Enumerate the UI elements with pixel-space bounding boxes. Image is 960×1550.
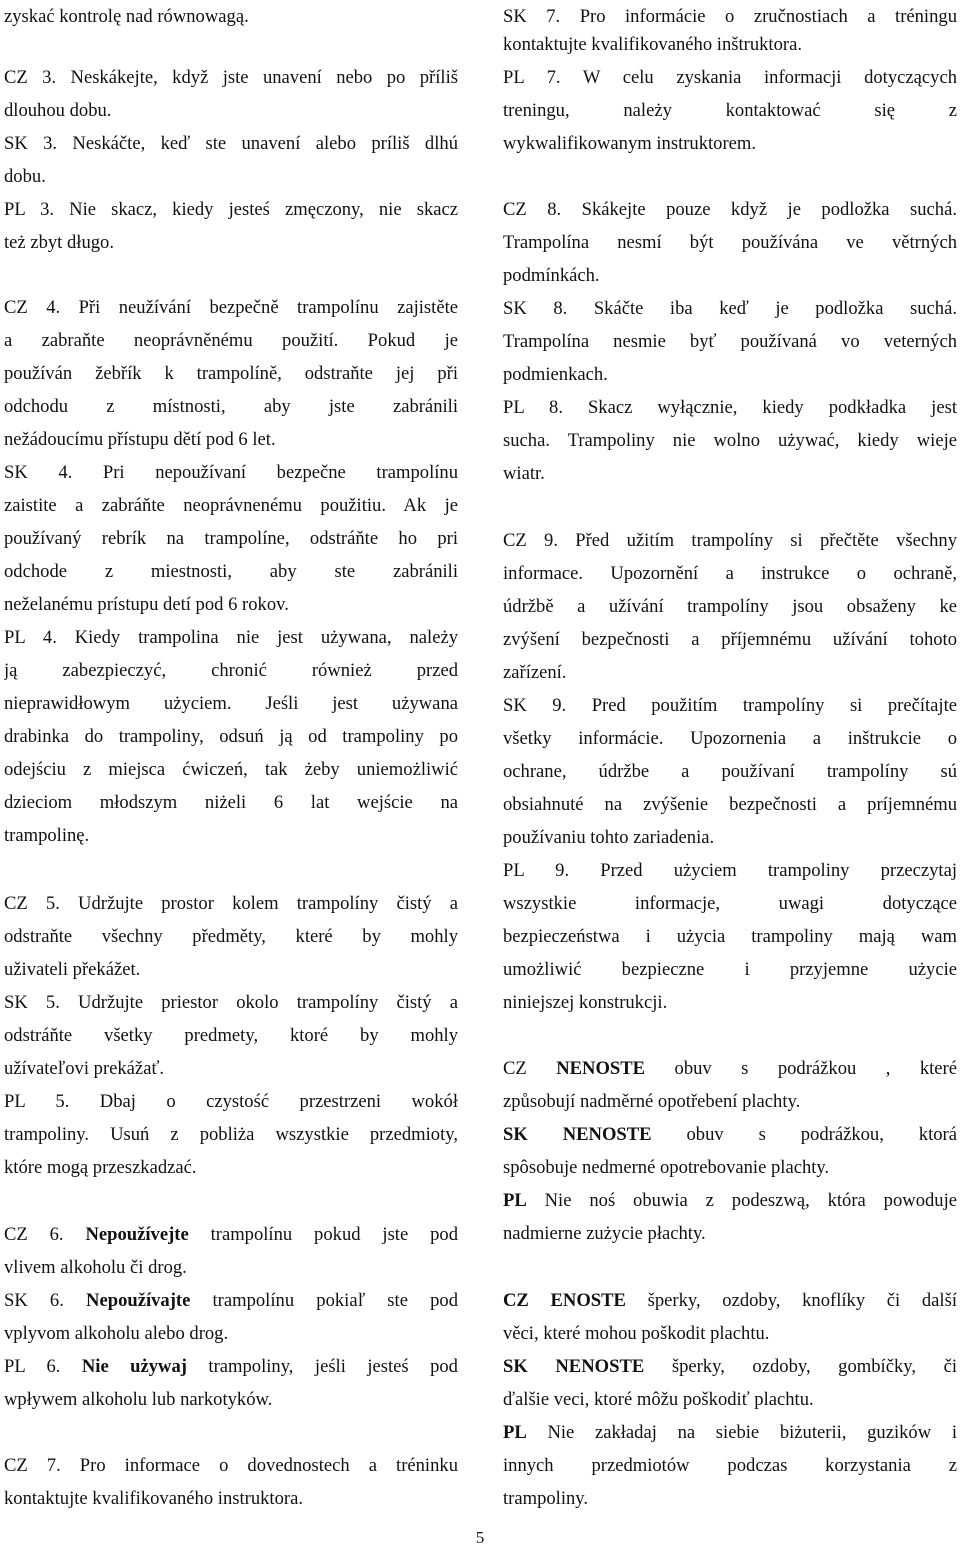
text-line: nežádoucímu přístupu dětí pod 6 let. (4, 429, 276, 450)
text-line: ją zabezpieczyć, chronić również przed (4, 660, 458, 681)
bold-keyword: SK NENOSTE (503, 1356, 645, 1377)
bold-keyword: SK NENOSTE (503, 1124, 652, 1145)
text-line: užívateľovi prekážať. (4, 1058, 165, 1079)
text-line: používaniu tohto zariadenia. (503, 827, 715, 848)
line-text: Nie zakładaj na siebie biżuterii, guzików i (526, 1422, 957, 1443)
text-line: trampoliny. Usuń z pobliża wszystkie przedmioty, (4, 1124, 458, 1145)
text-line: które mogą przeszkadzać. (4, 1157, 197, 1178)
text-line: Trampolína nesmie byť používaná vo veterných (503, 331, 957, 352)
text-line: nadmierne zużycie płachty. (503, 1223, 706, 1244)
line-text: obuv s podrážkou, ktorá (651, 1124, 957, 1145)
text-line: všetky informácie. Upozornenia a inštrukcie o (503, 728, 957, 749)
text-line: SK 3. Neskáčte, keď ste unavení alebo príliš dlhú (4, 133, 458, 154)
text-line: sucha. Trampoliny nie wolno używać, kiedy wieje (503, 430, 957, 451)
text-line: wykwalifikowanym instruktorem. (503, 133, 757, 154)
text-line: innych przedmiotów podczas korzystania z (503, 1455, 957, 1476)
text-line: niniejszej konstrukcji. (503, 992, 668, 1013)
text-line: vplyvom alkoholu alebo drog. (4, 1323, 229, 1344)
text-line: PL 4. Kiedy trampolina nie jest używana, należy (4, 627, 458, 648)
text-line: kontaktujte kvalifikovaného inštruktora. (503, 34, 802, 55)
bold-keyword: Nepoužívajte (86, 1290, 191, 1311)
text-line: CZ 5. Udržujte prostor kolem trampolíny čistý a (4, 893, 458, 914)
text-line: dobu. (4, 166, 46, 187)
text-line: odstraňte všechny předměty, které by mohly (4, 926, 458, 947)
line-text: šperky, ozdoby, gombíčky, či (644, 1356, 957, 1377)
text-line: ďalšie veci, ktoré môžu poškodiť plachtu. (503, 1389, 814, 1410)
text-line: SK 7. Pro informácie o zručnostiach a tréningu (503, 6, 957, 27)
text-line (503, 1284, 957, 1317)
text-line: zaistite a zabráňte neoprávnenému použitiu. Ak je (4, 495, 458, 516)
text-line: umożliwić bezpieczne i przyjemne użycie (503, 959, 957, 980)
text-line: odejściu z miejsca ćwiczeń, tak żeby uniemożliwić (4, 759, 458, 780)
text-line: dzieciom młodszym niżeli 6 lat wejście na (4, 792, 458, 813)
line-text: šperky, ozdoby, knoflíky či další (625, 1290, 957, 1311)
text-line: CZ 9. Před užitím trampolíny si přečtěte všechny (503, 530, 957, 551)
text-line: odchodu z místnosti, aby jste zabránili (4, 396, 458, 417)
text-line: odstráňte všetky predmety, ktoré by mohly (4, 1025, 458, 1046)
text-line: bezpieczeństwa i użycia trampoliny mają wam (503, 926, 957, 947)
line-prefix: CZ (503, 1058, 557, 1079)
bold-keyword: Nepoužívejte (85, 1224, 189, 1245)
text-line: CZ 3. Neskákejte, když jste unavení nebo po příliš (4, 67, 458, 88)
text-line: věci, které mohou poškodit plachtu. (503, 1323, 770, 1344)
text-line: trampolinę. (4, 825, 90, 846)
text-line (4, 1284, 458, 1317)
bold-keyword: PL (503, 1190, 527, 1211)
line-prefix: SK 6. (4, 1290, 87, 1311)
text-line: PL 9. Przed użyciem trampoliny przeczytaj (503, 860, 957, 881)
line-prefix: PL 6. (4, 1356, 82, 1377)
text-line: informace. Upozornění a instrukce o ochraně, (503, 563, 957, 584)
line-text: trampolínu pokiaľ ste pod (190, 1290, 458, 1311)
text-line: PL 5. Dbaj o czystość przestrzeni wokół (4, 1091, 458, 1112)
line-text: trampoliny, jeśli jesteś pod (186, 1356, 458, 1377)
text-line: drabinka do trampoliny, odsuń ją od trampoliny po (4, 726, 458, 747)
text-line: PL 7. W celu zyskania informacji dotyczących (503, 67, 957, 88)
bold-keyword: CZ ENOSTE (503, 1290, 626, 1311)
line-text: Nie noś obuwia z podeszwą, która powoduje (526, 1190, 957, 1211)
text-line: používaný rebrík na trampolíne, odstráňte ho pri (4, 528, 458, 549)
text-line: SK 4. Pri nepoužívaní bezpečne trampolínu (4, 462, 458, 483)
text-line (503, 1118, 957, 1151)
text-line (503, 1184, 957, 1217)
text-line: podmienkach. (503, 364, 608, 385)
text-line: odchode z miestnosti, aby ste zabránili (4, 561, 458, 582)
text-line: wpływem alkoholu lub narkotyków. (4, 1389, 273, 1410)
text-line: CZ 4. Při neužívání bezpečně trampolínu zajistěte (4, 297, 458, 318)
text-line (4, 1218, 458, 1251)
text-line: způsobují nadměrné opotřebení plachty. (503, 1091, 801, 1112)
text-line: podmínkách. (503, 265, 600, 286)
text-line: SK 8. Skáčte iba keď je podložka suchá. (503, 298, 957, 319)
text-line: uživateli překážet. (4, 959, 141, 980)
bold-keyword: PL (503, 1422, 527, 1443)
text-line: trampoliny. (503, 1488, 589, 1509)
bold-keyword: Nie używaj (81, 1356, 187, 1377)
text-line (503, 1350, 957, 1383)
text-line: treningu, należy kontaktować się z (503, 100, 957, 121)
line-text: trampolínu pokud jste pod (188, 1224, 458, 1245)
text-line: PL 3. Nie skacz, kiedy jesteś zmęczony, nie skacz (4, 199, 458, 220)
text-line: údržbě a užívání trampolíny jsou obsaženy ke (503, 596, 957, 617)
text-line: ochrane, údržbe a používaní trampolíny sú (503, 761, 957, 782)
text-line: wiatr. (503, 463, 545, 484)
text-line (503, 1416, 957, 1449)
text-line: SK 5. Udržujte priestor okolo trampolíny čistý a (4, 992, 458, 1013)
text-line: neželanému prístupu detí pod 6 rokov. (4, 594, 289, 615)
text-line: zvýšení bezpečnosti a příjemnému užívání tohoto (503, 629, 957, 650)
text-line: dlouhou dobu. (4, 100, 112, 121)
line-text: obuv s podrážkou , které (645, 1058, 957, 1079)
text-line: też zbyt długo. (4, 232, 114, 253)
text-line: CZ 8. Skákejte pouze když je podložka suchá. (503, 199, 957, 220)
text-line: používán žebřík k trampolíně, odstraňte jej při (4, 363, 458, 384)
text-line: SK 9. Pred použitím trampolíny si prečítajte (503, 695, 957, 716)
text-line: zařízení. (503, 662, 567, 683)
bold-keyword: NENOSTE (556, 1058, 646, 1079)
text-line: vlivem alkoholu či drog. (4, 1257, 187, 1278)
page-number: 5 (475, 1528, 485, 1547)
text-line: PL 8. Skacz wyłącznie, kiedy podkładka jest (503, 397, 957, 418)
text-line (4, 1350, 458, 1383)
text-line: a zabraňte neoprávněnému použití. Pokud je (4, 330, 458, 351)
text-line: wszystkie informacje, uwagi dotyczące (503, 893, 957, 914)
text-line: obsiahnuté na zvýšenie bezpečnosti a príjemnému (503, 794, 957, 815)
text-line: spôsobuje nedmerné opotrebovanie plachty. (503, 1157, 830, 1178)
text-line: zyskać kontrolę nad równowagą. (4, 6, 249, 27)
text-line: nieprawidłowym użyciem. Jeśli jest używana (4, 693, 458, 714)
text-line: kontaktujte kvalifikovaného instruktora. (4, 1488, 303, 1509)
line-prefix: CZ 6. (4, 1224, 86, 1245)
text-line (503, 1052, 957, 1085)
text-line: Trampolína nesmí být používána ve větrných (503, 232, 957, 253)
text-line: CZ 7. Pro informace o dovednostech a tréninku (4, 1455, 458, 1476)
